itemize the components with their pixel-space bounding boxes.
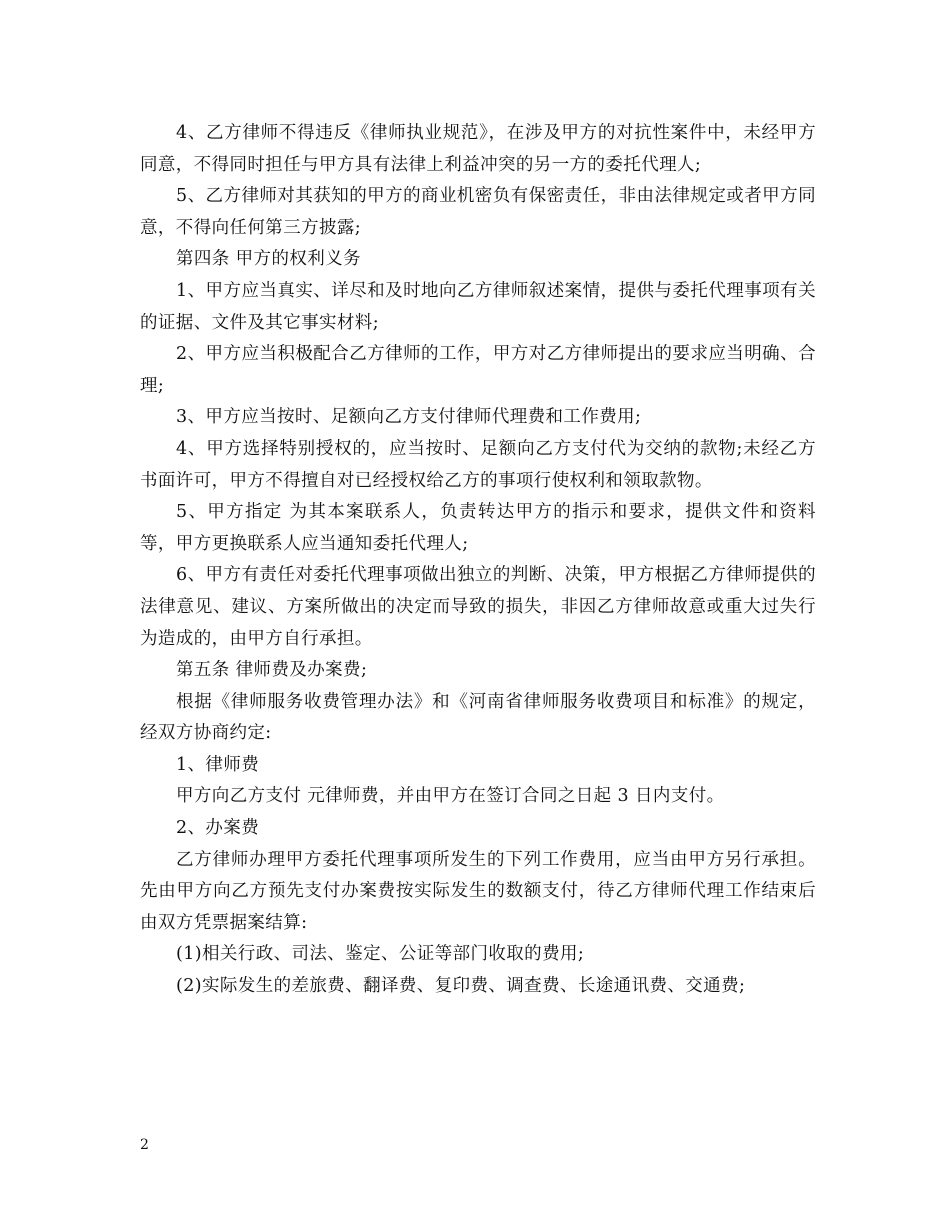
paragraph-clause-4-6: 6、甲方有责任对委托代理事项做出独立的判断、决策，甲方根据乙方律师提供的法律意见、建议、方案所做出的决定而导致的损失，非因乙方律师故意或重大过失行为造成的，由甲方自行承担。 <box>140 565 816 649</box>
section-heading-article-5: 第五条 律师费及办案费; <box>176 660 368 681</box>
paragraph-case-expenses: 乙方律师办理甲方委托代理事项所发生的下列工作费用，应当由甲方另行承担。先由甲方向乙方预先支付办案费按实际发生的数额支付，待乙方律师代理工作结束后由双方凭票据案结算: <box>140 849 816 933</box>
subheading-case-expenses: 2、办案费 <box>176 818 260 839</box>
document-body <box>140 118 816 1003</box>
list-item-expense-1: (1)相关行政、司法、鉴定、公证等部门收取的费用; <box>176 944 585 965</box>
subheading-lawyer-fee: 1、律师费 <box>176 754 260 775</box>
paragraph-clause-4-2: 2、甲方应当积极配合乙方律师的工作，甲方对乙方律师提出的要求应当明确、合理; <box>140 344 816 396</box>
section-heading-article-4: 第四条 甲方的权利义务 <box>176 249 361 270</box>
paragraph-clause-4-4: 4、甲方选择特别授权的，应当按时、足额向乙方支付代为交纳的款物;未经乙方书面许可，甲方不得擅自对已经授权给乙方的事项行使权利和领取款物。 <box>140 438 816 491</box>
paragraph-lawyer-fee: 甲方向乙方支付 元律师费，并由甲方在签订合同之日起 3 日内支付。 <box>176 786 725 807</box>
paragraph-clause-4-5: 5、甲方指定 为其本案联系人，负责转达甲方的指示和要求，提供文件和资料等，甲方更换联系人应当通知委托代理人; <box>140 502 816 554</box>
paragraph-clause-4-1: 1、甲方应当真实、详尽和及时地向乙方律师叙述案情，提供与委托代理事项有关的证据、文件及其它事实材料; <box>140 280 816 333</box>
page-number: 2 <box>140 1137 149 1153</box>
list-item-expense-2: (2)实际发生的差旅费、翻译费、复印费、调查费、长途通讯费、交通费; <box>176 976 746 997</box>
paragraph-clause-4-3: 3、甲方应当按时、足额向乙方支付律师代理费和工作费用; <box>176 407 642 428</box>
paragraph-fee-basis: 根据《律师服务收费管理办法》和《河南省律师服务收费项目和标准》的规定，经双方协商约定: <box>140 691 816 744</box>
paragraph-clause-3-4: 4、乙方律师不得违反《律师执业规范》，在涉及甲方的对抗性案件中，未经甲方同意，不得同时担任与甲方具有法律上利益冲突的另一方的委托代理人; <box>140 123 816 175</box>
paragraph-clause-3-5: 5、乙方律师对其获知的甲方的商业机密负有保密责任，非由法律规定或者甲方同意，不得向任何第三方披露; <box>140 186 816 238</box>
